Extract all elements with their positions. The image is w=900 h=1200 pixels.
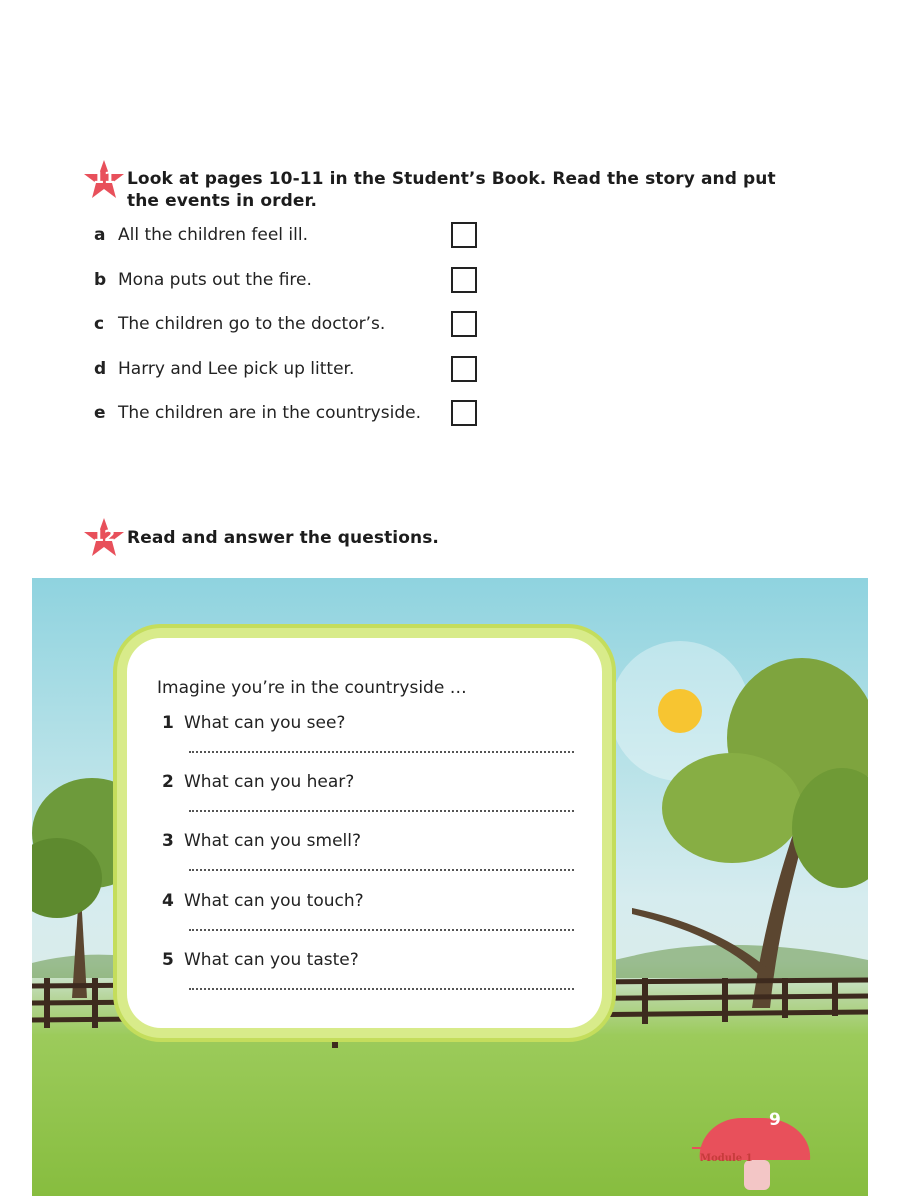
item-letter: d <box>94 358 107 379</box>
question-item <box>162 772 582 792</box>
ordering-list <box>94 220 494 443</box>
list-item <box>94 309 494 354</box>
list-item <box>94 265 494 310</box>
question-text: What can you see? <box>184 713 346 733</box>
answer-line[interactable] <box>189 808 574 812</box>
question-text: What can you smell? <box>184 831 361 851</box>
question-text: What can you touch? <box>184 891 364 911</box>
item-letter: a <box>94 225 106 245</box>
item-text: Mona puts out the fire. <box>118 269 312 290</box>
answer-box[interactable] <box>451 356 477 382</box>
item-letter: c <box>94 314 105 334</box>
list-item <box>94 354 494 399</box>
answer-box[interactable] <box>451 222 477 248</box>
question-card <box>127 638 602 1028</box>
list-item <box>94 220 494 265</box>
exercise-number-badge <box>82 158 126 202</box>
question-number: 2 <box>162 772 174 792</box>
question-text: What can you hear? <box>184 772 355 792</box>
list-item <box>94 398 494 443</box>
question-item <box>162 713 582 733</box>
item-text: Harry and Lee pick up litter. <box>118 358 355 379</box>
countryside-illustration <box>32 578 868 1196</box>
exercise-number-badge <box>82 516 126 560</box>
answer-line[interactable] <box>189 986 574 990</box>
exercise-instruction: Read and answer the questions. <box>127 528 439 548</box>
question-number: 4 <box>162 891 174 911</box>
question-number: 1 <box>162 713 174 733</box>
module-label: Module 1 <box>700 1153 753 1164</box>
question-item <box>162 950 582 970</box>
question-item <box>162 891 582 911</box>
item-letter: e <box>94 403 106 423</box>
answer-line[interactable] <box>189 927 574 931</box>
item-letter: b <box>94 269 107 290</box>
answer-box[interactable] <box>451 400 477 426</box>
answer-line[interactable] <box>189 749 574 753</box>
item-text: The children are in the countryside. <box>118 403 421 423</box>
question-number: 5 <box>162 950 174 970</box>
answer-box[interactable] <box>451 311 477 337</box>
item-text: The children go to the doctor’s. <box>118 314 386 334</box>
mushroom-icon <box>692 1108 822 1193</box>
page-number: 9 <box>769 1110 781 1130</box>
item-text: All the children feel ill. <box>118 225 308 245</box>
question-text: What can you taste? <box>184 950 359 970</box>
exercise-number: 11 <box>92 168 116 187</box>
question-number: 3 <box>162 831 174 851</box>
card-intro: Imagine you’re in the countryside … <box>157 678 467 698</box>
answer-line[interactable] <box>189 867 574 871</box>
answer-box[interactable] <box>451 267 477 293</box>
question-item <box>162 831 582 851</box>
exercise-number: 12 <box>92 526 116 545</box>
exercise-instruction: Look at pages 10-11 in the Student’s Book. Read the story and put the events in order. <box>127 169 776 211</box>
